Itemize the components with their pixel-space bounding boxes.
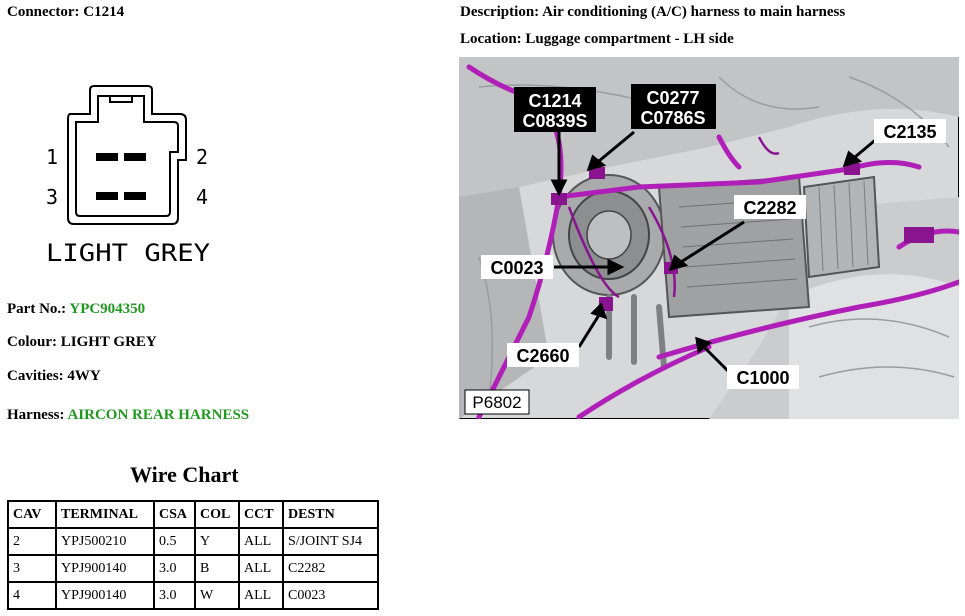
callout-c1214: C1214 xyxy=(528,91,582,111)
cell-terminal: YPJ500210 xyxy=(56,528,154,555)
pin-label-4: 4 xyxy=(196,185,209,209)
photo-id: P6802 xyxy=(472,393,522,412)
table-row xyxy=(8,528,378,555)
header-col: COL xyxy=(195,501,239,528)
cell-col: Y xyxy=(195,528,239,555)
cavity-3 xyxy=(96,192,118,200)
cavity-4 xyxy=(124,192,146,200)
part-no-label: Part No.: xyxy=(7,301,67,317)
part-no-line xyxy=(7,301,145,318)
cell-cav: 3 xyxy=(8,555,56,582)
header-cav: CAV xyxy=(8,501,56,528)
cavities-value: 4WY xyxy=(67,368,101,384)
colour-label: Colour: xyxy=(7,334,57,350)
wire-chart-header-row xyxy=(8,501,378,528)
header-destn: DESTN xyxy=(283,501,378,528)
callout-c0786s: C0786S xyxy=(640,108,706,128)
cell-cct: ALL xyxy=(239,528,283,555)
harness-label: Harness: xyxy=(7,407,65,423)
description-label: Description: xyxy=(460,4,540,20)
harness-line xyxy=(7,407,249,424)
callout-c1000: C1000 xyxy=(736,368,790,388)
callout-c2282: C2282 xyxy=(743,198,797,218)
location-label: Location: xyxy=(460,31,522,47)
cell-cav: 4 xyxy=(8,582,56,609)
header-csa: CSA xyxy=(154,501,195,528)
diagram-colour-text: LIGHT GREY xyxy=(46,239,211,267)
cell-terminal: YPJ900140 xyxy=(56,555,154,582)
cell-csa: 0.5 xyxy=(154,528,195,555)
callout-c0277: C0277 xyxy=(646,88,700,108)
callout-c2660: C2660 xyxy=(516,346,570,366)
connector-label: Connector: xyxy=(7,4,80,20)
colour-line xyxy=(7,334,157,351)
cell-destn: C0023 xyxy=(283,582,378,609)
cavity-1 xyxy=(96,153,118,161)
cell-csa: 3.0 xyxy=(154,555,195,582)
cell-terminal: YPJ900140 xyxy=(56,582,154,609)
description-value: Air conditioning (A/C) harness to main harness xyxy=(542,4,846,20)
table-row xyxy=(8,582,378,609)
cavity-2 xyxy=(124,153,146,161)
connector-face-diagram xyxy=(40,82,220,272)
callout-c0023: C0023 xyxy=(490,258,544,278)
cell-csa: 3.0 xyxy=(154,582,195,609)
cell-cct: ALL xyxy=(239,555,283,582)
location-photo xyxy=(459,57,959,419)
header-terminal: TERMINAL xyxy=(56,501,154,528)
callout-c2135: C2135 xyxy=(883,122,937,142)
wire-chart-table xyxy=(7,500,379,610)
cell-col: B xyxy=(195,555,239,582)
harness-value: AIRCON REAR HARNESS xyxy=(67,407,250,423)
header-cct: CCT xyxy=(239,501,283,528)
location-line xyxy=(460,31,734,48)
callout-c0839s: C0839S xyxy=(522,111,588,131)
connector-side-marker xyxy=(904,227,934,243)
colour-value: LIGHT GREY xyxy=(60,334,157,350)
cell-cct: ALL xyxy=(239,582,283,609)
wire-chart-title: Wire Chart xyxy=(130,462,239,487)
cavities-line xyxy=(7,368,101,385)
pin-label-2: 2 xyxy=(196,145,209,169)
connector-value: C1214 xyxy=(83,4,125,20)
connector-heading xyxy=(7,4,124,21)
cell-cav: 2 xyxy=(8,528,56,555)
cell-col: W xyxy=(195,582,239,609)
cell-destn: S/JOINT SJ4 xyxy=(283,528,378,555)
description-line xyxy=(460,4,845,21)
location-value: Luggage compartment - LH side xyxy=(525,31,734,47)
cell-destn: C2282 xyxy=(283,555,378,582)
pin-label-1: 1 xyxy=(46,145,59,169)
part-no-value: YPC904350 xyxy=(69,301,146,317)
table-row xyxy=(8,555,378,582)
pin-label-3: 3 xyxy=(46,185,59,209)
cavities-label: Cavities: xyxy=(7,368,64,384)
